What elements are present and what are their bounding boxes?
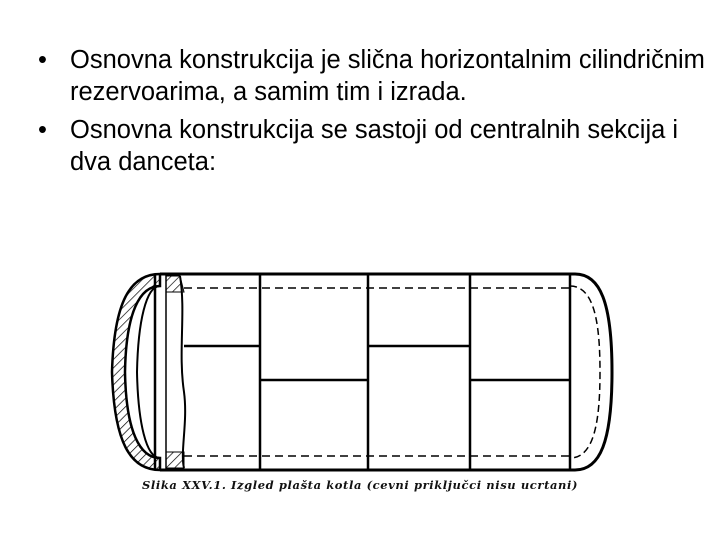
left-flange-wavy — [180, 276, 185, 468]
bullet-marker: • — [38, 46, 47, 74]
bullet-text: Osnovna konstrukcija je slična horizontalnim cilindričnim rezervoarima, a samim tim i izrada. — [70, 46, 705, 106]
bullet-text: Osnovna konstrukcija se sastoji od centralnih sekcija i dva danceta: — [70, 116, 679, 176]
bullet-marker: • — [38, 116, 47, 144]
bullet-item — [38, 114, 708, 178]
shell-outline — [160, 274, 612, 470]
bullet-list — [38, 44, 708, 184]
boiler-shell-drawing — [100, 262, 630, 502]
right-head-inner — [570, 286, 600, 458]
left-flange-hatch-bottom — [166, 452, 184, 468]
left-head-inner — [137, 286, 160, 458]
bullet-item — [38, 44, 708, 108]
figure-caption: Slika XXV.1. Izgled plašta kotla (cevni priključci nisu ucrtani) — [142, 478, 578, 492]
